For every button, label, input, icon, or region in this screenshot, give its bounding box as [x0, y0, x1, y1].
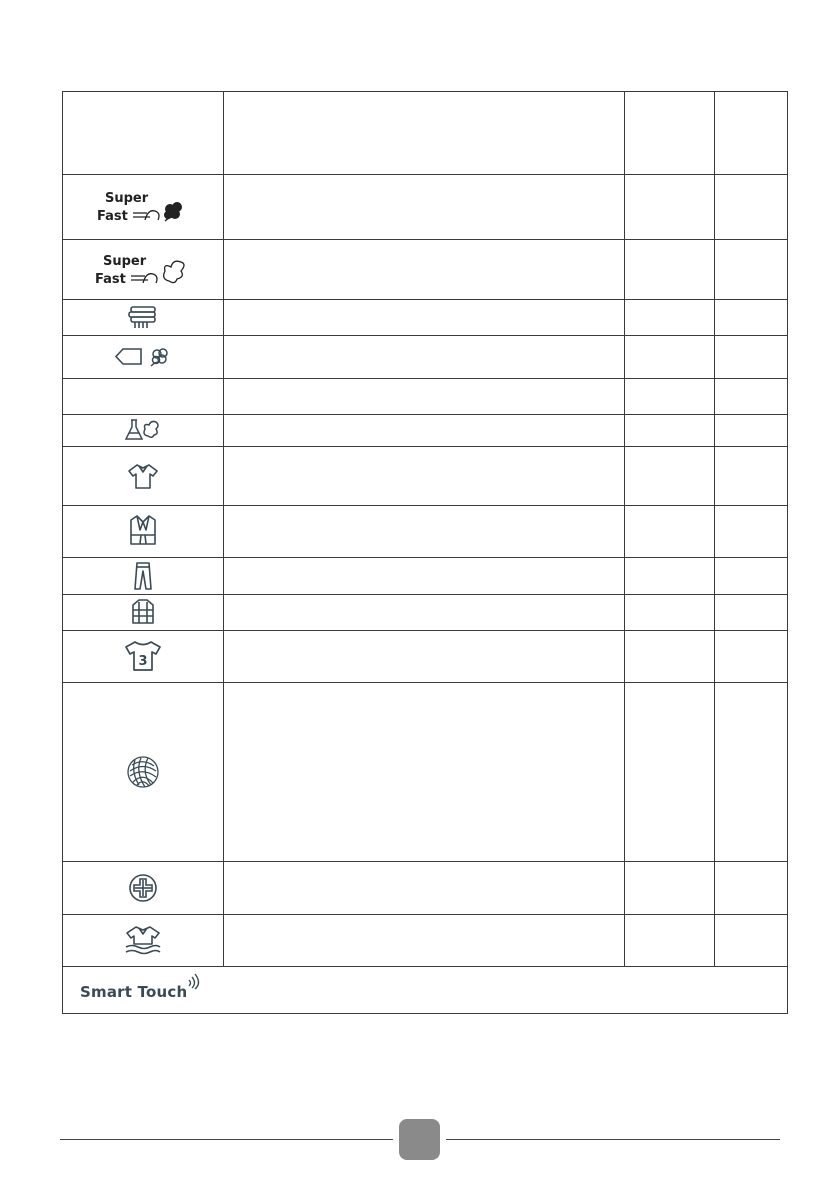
sport-shirt-icon: [123, 639, 163, 673]
quilted-jacket-icon: [130, 598, 156, 626]
page-number-badge: [399, 1119, 440, 1160]
column-divider-2: [624, 92, 625, 966]
wool-icon: [125, 754, 161, 790]
programme-table: [62, 91, 788, 1014]
super-fast-cotton-icon: [95, 187, 191, 227]
table-row-hygiene: [63, 861, 223, 914]
table-row-cotton-eco: [63, 335, 223, 378]
table-row-bathrobe: [63, 505, 223, 557]
smart-touch-label: Smart Touch: [80, 983, 188, 1001]
shirt-icon: [126, 462, 160, 490]
column-divider-3: [714, 92, 715, 966]
table-row-super-fast-synthetic: [63, 239, 223, 299]
table-row-wool: [63, 682, 223, 861]
table-row-mixed-load: [63, 299, 223, 335]
table-row-super-fast-cotton: [63, 174, 223, 239]
super-fast-synthetic-icon: [93, 249, 193, 289]
table-row-synthetic-mix: [63, 414, 223, 446]
flask-synthetic-icon: [123, 417, 163, 443]
table-row-shirts: [63, 446, 223, 505]
footer-rule-right: [446, 1139, 780, 1140]
footer-rule-left: [60, 1139, 393, 1140]
stacked-clothes-icon: [127, 304, 159, 330]
column-divider-1: [223, 92, 224, 966]
super-label: Super: [105, 190, 149, 206]
jeans-icon: [132, 561, 154, 591]
bathrobe-icon: [128, 514, 158, 548]
hygiene-cross-icon: [128, 873, 158, 903]
table-row-sport: [63, 630, 223, 682]
rinse-shirt-icon: [122, 924, 164, 956]
fast-label: Fast: [95, 272, 126, 287]
tag-cotton-icon: [113, 344, 173, 370]
table-row-blank: [63, 378, 223, 414]
jersey-number: 3: [138, 654, 148, 669]
super-label: Super: [103, 254, 147, 269]
table-row-rinse: [63, 914, 223, 966]
fast-label: Fast: [97, 208, 128, 224]
nfc-waves-icon: [186, 972, 204, 990]
table-row-jeans: [63, 557, 223, 594]
smart-touch-row: [63, 966, 787, 1013]
table-row-duvet: [63, 594, 223, 630]
